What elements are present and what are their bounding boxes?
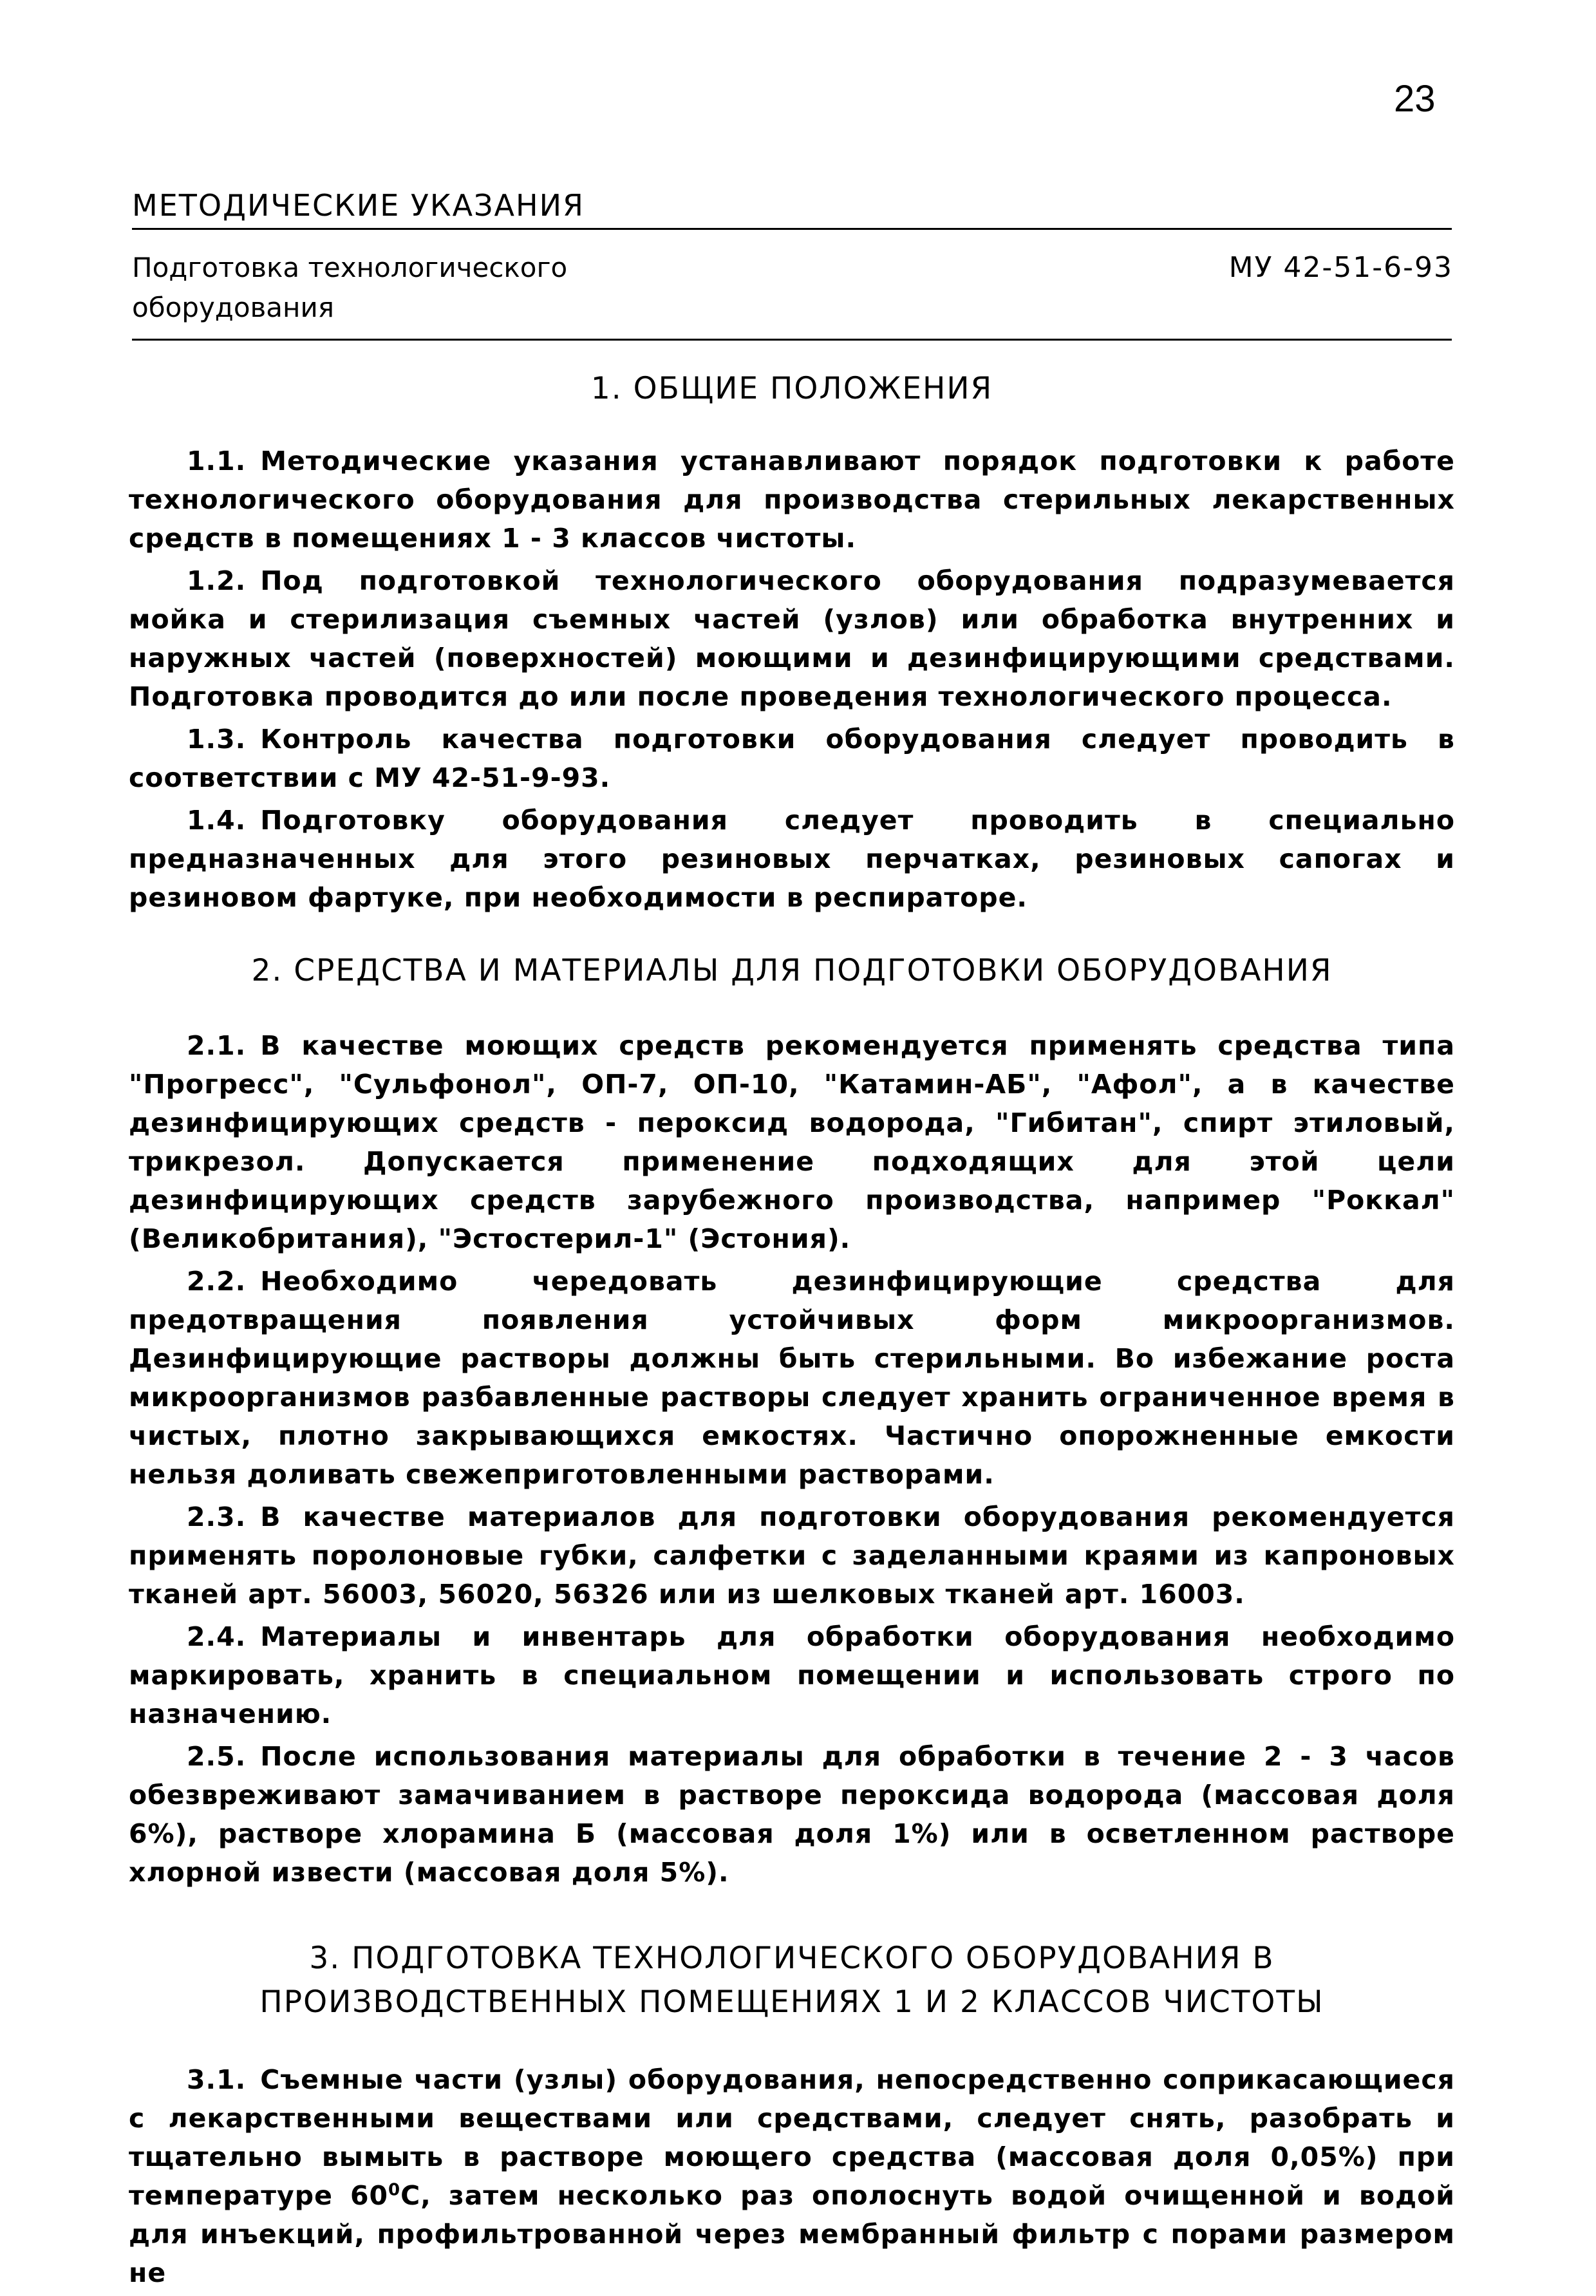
paragraph-2-3 bbox=[129, 1498, 1455, 1614]
paragraph-number: 2.1. bbox=[187, 1030, 247, 1061]
paragraph-1-4 bbox=[129, 801, 1455, 917]
section-3-title: 3. ПОДГОТОВКА ТЕХНОЛОГИЧЕСКОГО ОБОРУДОВАНИЯ В ПРОИЗВОДСТВЕННЫХ ПОМЕЩЕНИЯХ 1 И 2 КЛАССОВ ЧИСТОТЫ bbox=[259, 1941, 1324, 2020]
paragraph-1-3 bbox=[129, 720, 1455, 797]
header-rule-bottom bbox=[132, 339, 1452, 341]
paragraph-text: В качестве материалов для подготовки оборудования рекомендуется применять поролоновые губки, салфетки с заделанными краями из капроновых тканей арт. 56003, 56020, 56326 или из шелковых тканей арт. 16003. bbox=[129, 1501, 1455, 1610]
paragraph-text: Необходимо чередовать дезинфицирующие средства для предотвращения появления устойчивых форм микроорганизмов. Дезинфицирующие растворы должны быть стерильными. Во избежание роста микроорганизмов разбавленные растворы следует хранить ограниченное время в чистых, плотно закрывающихся емкостях. Частично опорожненные емкости нельзя доливать свежеприготовленными растворами. bbox=[129, 1266, 1455, 1490]
document-body bbox=[129, 361, 1455, 2296]
paragraph-2-4 bbox=[129, 1617, 1455, 1733]
paragraph-number: 2.5. bbox=[187, 1741, 247, 1772]
page-number: 23 bbox=[1394, 78, 1436, 120]
header-rule-top bbox=[132, 228, 1452, 230]
subject-line-1: Подготовка технологического bbox=[132, 252, 568, 283]
paragraph-number: 1.4. bbox=[187, 805, 247, 836]
document-subject bbox=[132, 248, 647, 328]
paragraph-text: Методические указания устанавливают порядок подготовки к работе технологического оборудования для производства стерильных лекарственных средств в помещениях 1 - 3 классов чистоты. bbox=[129, 446, 1455, 554]
paragraph-2-5 bbox=[129, 1737, 1455, 1892]
temperature-degree-sup: 0 bbox=[388, 2180, 401, 2200]
paragraph-number: 2.4. bbox=[187, 1621, 247, 1652]
paragraph-text: Контроль качества подготовки оборудования следует проводить в соответствии с МУ 42-51-9-93. bbox=[129, 724, 1455, 793]
paragraph-2-1 bbox=[129, 1026, 1455, 1258]
paragraph-text: Материалы и инвентарь для обработки оборудования необходимо маркировать, хранить в специальном помещении и использовать строго по назначению. bbox=[129, 1621, 1455, 1729]
paragraph-text: В качестве моющих средств рекомендуется применять средства типа "Прогресс", "Сульфонол", ОП-7, ОП-10, "Катамин-АБ", "Афол", а в качестве дезинфицирующих средств - пероксид водорода, "Гибитан", спирт этиловый, трикрезол. Допускается применение подходящих для этой цели дезинфицирующих средств зарубежного производства, например "Роккал" (Великобритания), "Эстостерил-1" (Эстония). bbox=[129, 1030, 1455, 1254]
paragraph-text: После использования материалы для обработки в течение 2 - 3 часов обезвреживают замачиванием в растворе пероксида водорода (массовая доля 6%), растворе хлорамина Б (массовая доля 1%) или в осветленном растворе хлорной извести (массовая доля 5%). bbox=[129, 1741, 1455, 1888]
document-code: МУ 42-51-6-93 bbox=[1228, 251, 1453, 284]
paragraph-2-2 bbox=[129, 1262, 1455, 1494]
paragraph-number: 1.3. bbox=[187, 724, 247, 755]
paragraph-3-1 bbox=[129, 2060, 1455, 2292]
paragraph-text-start: Съемные части (узлы) оборудования, непосредственно соприкасающиеся с лекарственными веществами или средствами, следует снять, разобрать и тщательно вымыть в растворе моющего средства (массовая доля 0,05%) при температуре 60 bbox=[129, 2064, 1455, 2211]
section-1-title: 1. ОБЩИЕ ПОЛОЖЕНИЯ bbox=[590, 371, 993, 406]
paragraph-number: 1.2. bbox=[187, 565, 247, 596]
paragraph-number: 2.3. bbox=[187, 1501, 247, 1532]
paragraph-number: 2.2. bbox=[187, 1266, 247, 1297]
section-2-title: 2. СРЕДСТВА И МАТЕРИАЛЫ ДЛЯ ПОДГОТОВКИ ОБОРУДОВАНИЯ bbox=[251, 953, 1333, 988]
paragraph-1-2 bbox=[129, 561, 1455, 716]
document-type-heading: МЕТОДИЧЕСКИЕ УКАЗАНИЯ bbox=[132, 188, 585, 223]
subject-line-2: оборудования bbox=[132, 292, 335, 323]
paragraph-text: Под подготовкой технологического оборудования подразумевается мойка и стерилизация съемных частей (узлов) или обработка внутренних и наружных частей (поверхностей) моющими и дезинфицирующими средствами. Подготовка проводится до или после проведения технологического процесса. bbox=[129, 565, 1455, 712]
paragraph-1-1 bbox=[129, 442, 1455, 558]
paragraph-number: 3.1. bbox=[187, 2064, 247, 2095]
paragraph-number: 1.1. bbox=[187, 446, 247, 476]
paragraph-text: Подготовку оборудования следует проводить в специально предназначенных для этого резиновых перчатках, резиновых сапогах и резиновом фартуке, при необходимости в респираторе. bbox=[129, 805, 1455, 913]
paragraph-text-end: С, затем несколько раз ополоснуть водой очищенной и водой для инъекций, профильтрованной через мембранный фильтр с порами размером не bbox=[129, 2180, 1456, 2288]
